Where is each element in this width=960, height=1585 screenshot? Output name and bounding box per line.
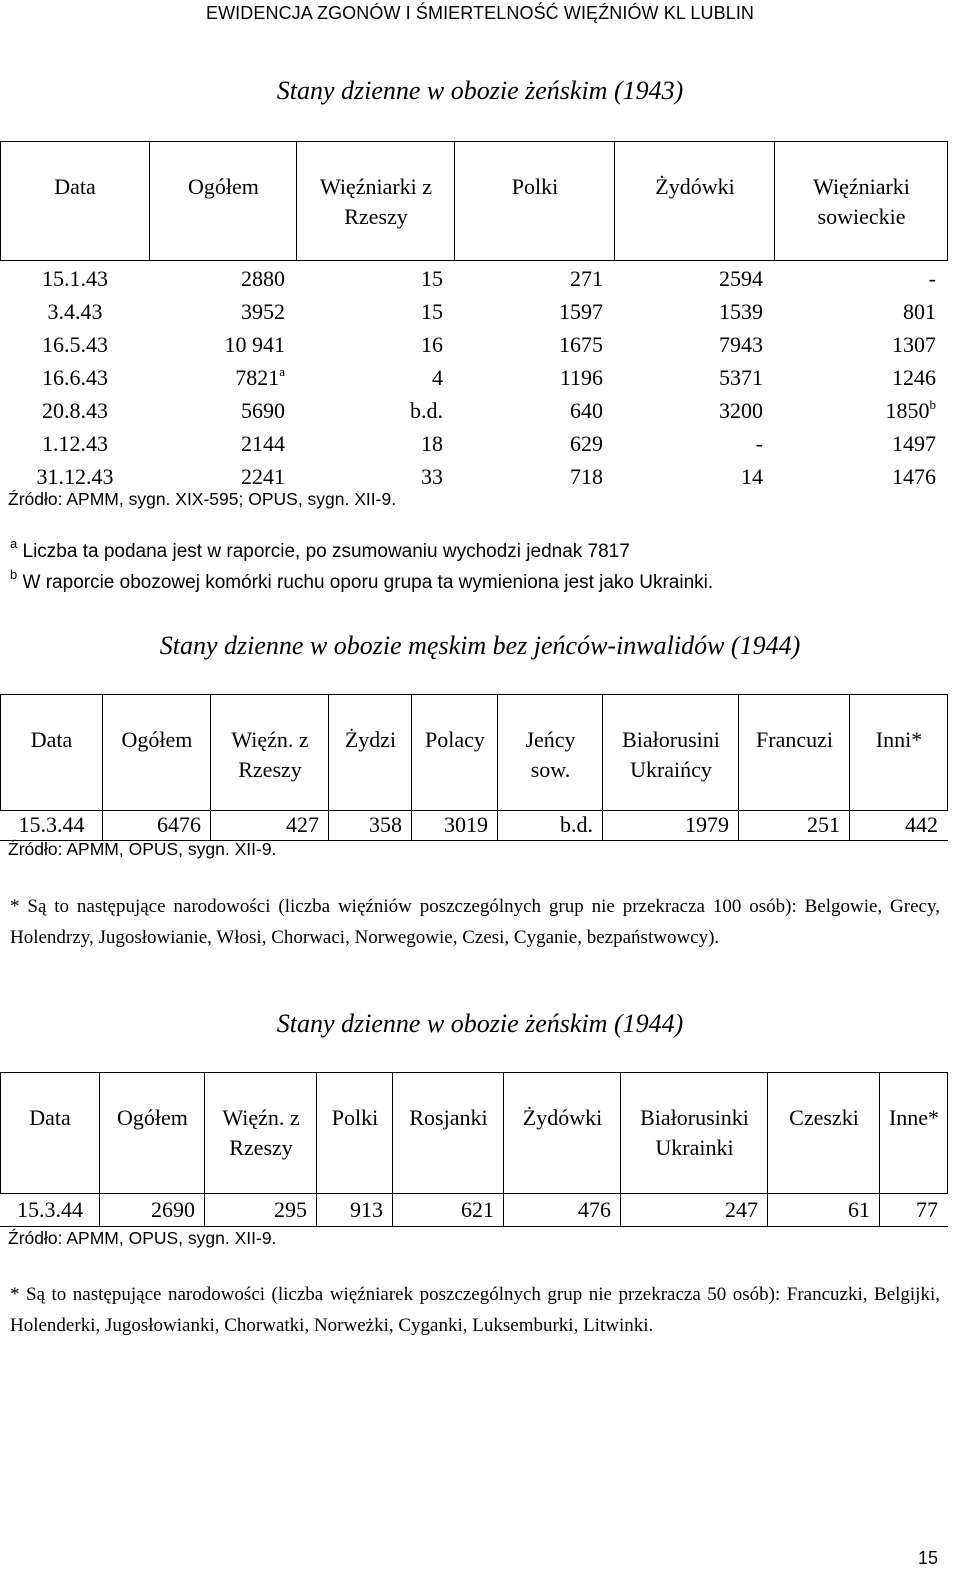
table-rule — [620, 1072, 621, 1193]
table3-header-line: Żydówki — [522, 1105, 603, 1130]
table3-header-cell — [768, 1072, 880, 1193]
table2-header-cell — [211, 694, 329, 810]
table-row — [0, 808, 948, 841]
table-rule — [0, 1193, 948, 1194]
table1-cell: 1196 — [559, 365, 603, 390]
table-rule — [849, 808, 850, 840]
table1-header-line: Polki — [511, 174, 559, 199]
table1-cell: 15 — [421, 266, 443, 291]
table-rule — [149, 141, 150, 260]
table1-cell: 16.6.43 — [42, 365, 108, 390]
table2-header-line: Białorusini — [622, 727, 720, 752]
table1-cell: b.d. — [410, 398, 443, 423]
table1-header-cell — [455, 141, 615, 260]
table1-cell: 1539 — [719, 299, 763, 324]
table2-header-line: Ogółem — [121, 727, 193, 752]
table-rule — [503, 1072, 504, 1193]
table1-header — [0, 141, 948, 260]
table3-header-line: Inne* — [888, 1105, 940, 1130]
table-rule — [0, 694, 1, 810]
table3-cell: 295 — [274, 1197, 307, 1222]
table1-cell: 1476 — [892, 464, 936, 489]
table1-header-line: Więźniarki z — [319, 174, 433, 199]
table1-cell: 1.12.43 — [42, 431, 108, 456]
table1-source: Źródło: APMM, sygn. XIX-595; OPUS, sygn. XII-9. — [8, 489, 397, 509]
table2-header-line: Francuzi — [756, 727, 833, 752]
table-rule — [947, 1072, 948, 1193]
table2-body — [0, 808, 948, 841]
table-rule — [497, 808, 498, 840]
table3-note: * Są to następujące narodowości (liczba więźniarek poszczególnych grup nie przekracza 50 osób): Francuzki, Belgijki, Holenderki, Jugosłowianki, Chorwatki, Norweżki, Cyganki, Luksemburki, Litwinki. — [10, 1284, 940, 1336]
table-rule — [0, 141, 1, 260]
table1-cell: 14 — [741, 464, 763, 489]
table1-header-cell — [150, 141, 297, 260]
table2-cell: b.d. — [560, 812, 593, 837]
table-rule — [0, 694, 948, 695]
table1-cell: 718 — [570, 464, 603, 489]
table1-footnote-a: $^a$ Liczba ta podana jest w raporcie, po zsumowaniu wychodzi jednak 7817 — [10, 536, 630, 562]
table1-cell: 1675 — [559, 332, 603, 357]
table3-header-line: Więźn. z — [222, 1105, 300, 1130]
table2-cell: 427 — [286, 812, 319, 837]
running-header: EWIDENCJA ZGONÓW I ŚMIERTELNOŚĆ WIĘŹNIÓW KL LUBLIN — [205, 3, 755, 23]
table-rule — [0, 260, 948, 261]
table-rule — [947, 694, 948, 810]
table1-cell: 271 — [570, 266, 603, 291]
table1-header-line: Żydówki — [655, 174, 735, 199]
table1-cell: 16 — [421, 332, 443, 357]
table3-header-line: Białorusinki — [640, 1105, 749, 1130]
table3-header — [0, 1072, 948, 1193]
table1-cell: 2880 — [241, 266, 285, 291]
table1-cell: 7943 — [719, 332, 763, 357]
table2-header-cell — [603, 694, 739, 810]
table2-cell: 6476 — [157, 812, 201, 837]
table2-cell: 251 — [807, 812, 840, 837]
table1-cell: 15 — [421, 299, 443, 324]
table1-header-line: Więźniarki — [813, 174, 910, 199]
table1-cell: 2594 — [719, 266, 763, 291]
table3-header-line: Data — [29, 1105, 71, 1130]
table-row — [0, 394, 948, 427]
table-row — [0, 427, 948, 460]
table1-cell: 5690 — [241, 398, 285, 423]
table3-cell: 621 — [461, 1197, 494, 1222]
table-rule — [0, 1072, 948, 1073]
table-rule — [879, 1072, 880, 1193]
table2-cell: 1979 — [685, 812, 729, 837]
table1-header-cell — [0, 141, 150, 260]
table2-header-cell — [739, 694, 850, 810]
table1-title: Stany dzienne w obozie żeńskim (1943) — [276, 76, 684, 105]
table1-cell: 16.5.43 — [42, 332, 108, 357]
table-rule — [0, 141, 948, 142]
table2-cell: 442 — [905, 812, 938, 837]
table2-header-cell — [329, 694, 412, 810]
table1-cell: 4 — [432, 365, 443, 390]
table3-title: Stany dzienne w obozie żeńskim (1944) — [276, 1009, 684, 1038]
table3-cell: 247 — [725, 1197, 758, 1222]
table3-header-cell — [205, 1072, 317, 1193]
table3-header-line: Rosjanki — [409, 1105, 488, 1130]
table-rule — [614, 141, 615, 260]
table-rule — [204, 1193, 205, 1226]
table3-header-line: Czeszki — [789, 1105, 859, 1130]
table2-cell: 15.3.44 — [18, 812, 85, 837]
table-rule — [99, 1193, 100, 1226]
table-rule — [296, 141, 297, 260]
table2-header-line: Rzeszy — [238, 757, 302, 782]
table1-cell: 1497 — [892, 431, 936, 456]
table-row — [0, 295, 948, 328]
table1-cell: - — [755, 431, 763, 456]
table3-header-cell — [0, 1072, 100, 1193]
table2-header-line: Żydzi — [344, 727, 397, 752]
table1-cell: 3200 — [719, 398, 763, 423]
table3-body — [0, 1193, 948, 1226]
table-row — [0, 262, 948, 295]
table3-source: Źródło: APMM, OPUS, sygn. XII-9. — [8, 1228, 277, 1248]
table-rule — [392, 1072, 393, 1193]
table-rule — [738, 694, 739, 810]
table1-cell: 1597 — [559, 299, 603, 324]
table1-cell: 31.12.43 — [36, 464, 114, 489]
table1-cell: 7821$^a$ — [235, 364, 285, 390]
table-rule — [497, 694, 498, 810]
table1-cell: 1850$^b$ — [885, 397, 936, 423]
table3-header-cell — [504, 1072, 621, 1193]
table3-header-line: Ukrainki — [655, 1135, 734, 1160]
table1-header-line: Ogółem — [188, 174, 259, 199]
table2-cell: 3019 — [444, 812, 488, 837]
table-rule — [620, 1193, 621, 1226]
table1-cell: 1307 — [892, 332, 936, 357]
table2-header-line: Ukraińcy — [630, 757, 712, 782]
table-rule — [738, 808, 739, 840]
table2-header-cell — [498, 694, 603, 810]
table2-header-line: Polacy — [425, 727, 485, 752]
table2-cell: 358 — [369, 812, 402, 837]
table-rule — [774, 141, 775, 260]
table2-header-cell — [103, 694, 211, 810]
table1-body — [0, 262, 948, 493]
table-rule — [0, 1226, 948, 1227]
table-rule — [316, 1193, 317, 1226]
table2-header-line: Więźn. z — [231, 727, 309, 752]
table-row — [0, 1193, 948, 1226]
table-rule — [328, 808, 329, 840]
table1-cell: 2241 — [241, 464, 285, 489]
table-rule — [879, 1193, 880, 1226]
table1-cell: 640 — [570, 398, 603, 423]
table1-cell: 15.1.43 — [42, 266, 108, 291]
footnote-mark: b — [929, 397, 936, 412]
table-rule — [503, 1193, 504, 1226]
table1-cell: 1246 — [892, 365, 936, 390]
table2-header-cell — [850, 694, 948, 810]
table3-header-cell — [880, 1072, 948, 1193]
table2-header-cell — [412, 694, 498, 810]
table2-header-line: Inni* — [875, 727, 923, 752]
table-rule — [102, 808, 103, 840]
table-rule — [947, 141, 948, 260]
table-rule — [316, 1072, 317, 1193]
table3-cell: 61 — [848, 1197, 870, 1222]
table3-header-cell — [317, 1072, 393, 1193]
table1-cell: 3952 — [241, 299, 285, 324]
table1-cell: 10 941 — [224, 332, 285, 357]
table2-title: Stany dzienne w obozie męskim bez jeńców-inwalidów (1944) — [159, 631, 801, 660]
table3-header-cell — [100, 1072, 205, 1193]
table-rule — [392, 1193, 393, 1226]
table1-header-cell — [297, 141, 455, 260]
table-rule — [210, 694, 211, 810]
table2-note: * Są to następujące narodowości (liczba więźniów poszczególnych grup nie przekracza 100 osób): Belgowie, Grecy, Holendrzy, Jugosłowianie, Włosi, Chorwaci, Norwegowie, Czesi, Cyganie, bezpaństwowcy). — [10, 896, 940, 948]
table1-header-cell — [775, 141, 948, 260]
footnote-mark: a — [279, 364, 285, 379]
page-number: 15 — [917, 1548, 938, 1568]
table3-cell: 15.3.44 — [17, 1197, 83, 1222]
table1-header-line: Data — [54, 174, 96, 199]
table-rule — [767, 1072, 768, 1193]
table3-header-cell — [621, 1072, 768, 1193]
table3-header-line: Polki — [331, 1105, 379, 1130]
table3-cell: 77 — [916, 1197, 938, 1222]
table3-header-line: Rzeszy — [229, 1135, 293, 1160]
table-rule — [0, 810, 948, 811]
table-rule — [411, 808, 412, 840]
table1-cell: 33 — [421, 464, 443, 489]
table2-header-line: sow. — [530, 757, 571, 782]
table1-cell: 629 — [570, 431, 603, 456]
table2-source: Źródło: APMM, OPUS, sygn. XII-9. — [8, 839, 277, 859]
table2-header-line: Data — [30, 727, 73, 752]
table1-header-line: Rzeszy — [344, 204, 408, 229]
table3-header-line: Ogółem — [117, 1105, 188, 1130]
table-rule — [210, 808, 211, 840]
table-rule — [849, 694, 850, 810]
table1-cell: 801 — [903, 299, 936, 324]
table-rule — [602, 694, 603, 810]
table2-header-cell — [0, 694, 103, 810]
table1-header-cell — [615, 141, 775, 260]
table3-cell: 476 — [578, 1197, 611, 1222]
table3-cell: 913 — [350, 1197, 383, 1222]
table-rule — [411, 694, 412, 810]
table-row — [0, 328, 948, 361]
table1-cell: 18 — [421, 431, 443, 456]
table2-header-line: Jeńcy — [525, 727, 576, 752]
table3-cell: 2690 — [151, 1197, 195, 1222]
table-row — [0, 361, 948, 394]
table1-cell: 20.8.43 — [42, 398, 108, 423]
table-rule — [328, 694, 329, 810]
table-rule — [454, 141, 455, 260]
table1-cell: 2144 — [241, 431, 285, 456]
table1-cell: 5371 — [719, 365, 763, 390]
table2-header — [0, 694, 948, 810]
table-rule — [204, 1072, 205, 1193]
table-rule — [602, 808, 603, 840]
table-rule — [767, 1193, 768, 1226]
table1-footnote-b: $^b$ W raporcie obozowej komórki ruchu oporu grupa ta wymieniona jest jako Ukrainki. — [10, 567, 714, 593]
table-rule — [0, 1072, 1, 1193]
table1-cell: 3.4.43 — [47, 299, 103, 324]
table-rule — [102, 694, 103, 810]
table1-header-line: sowieckie — [817, 204, 906, 229]
table-rule — [99, 1072, 100, 1193]
table3-header-cell — [393, 1072, 504, 1193]
table1-cell: - — [928, 266, 936, 291]
